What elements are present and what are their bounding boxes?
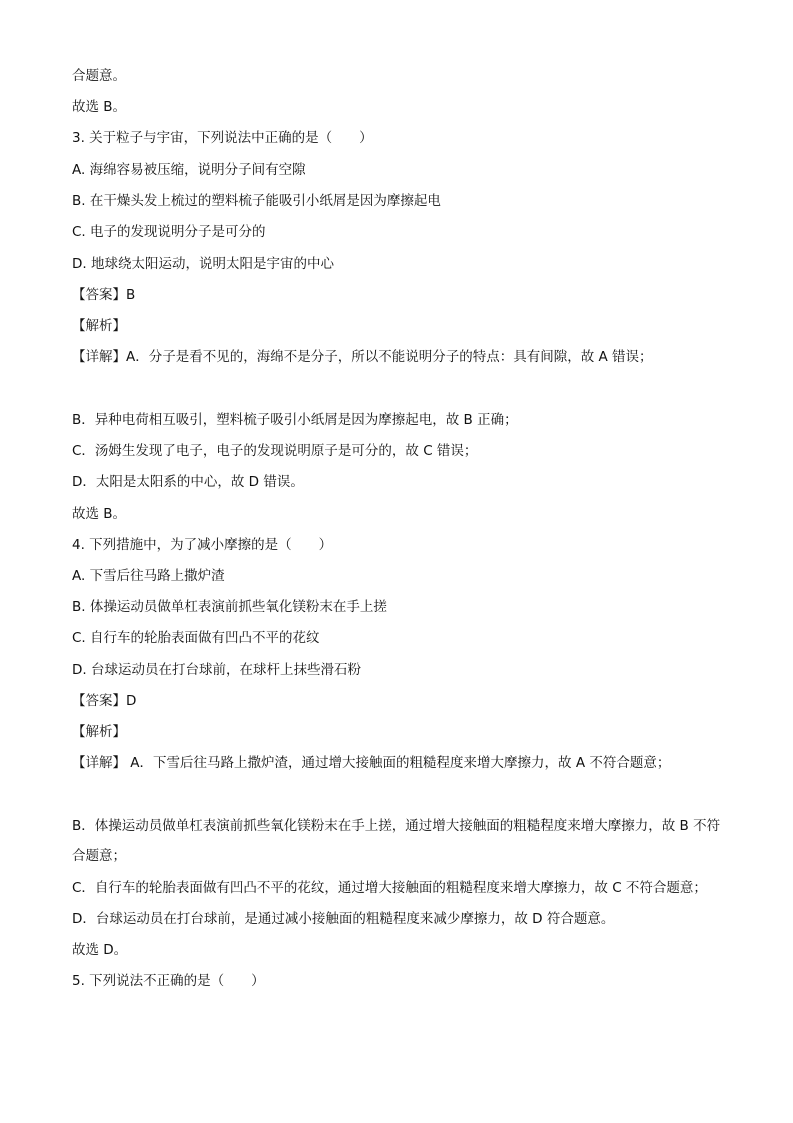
question-3-detail-d: D．太阳是太阳系的中心，故 D 错误。 bbox=[72, 474, 304, 490]
question-4-option-a: A. 下雪后往马路上撒炉渣 bbox=[72, 568, 225, 584]
question-3-title: 3. 关于粒子与宇宙，下列说法中正确的是（ ） bbox=[72, 130, 373, 146]
question-3-option-b: B. 在干燥头发上梳过的塑料梳子能吸引小纸屑是因为摩擦起电 bbox=[72, 193, 441, 209]
question-4-choice: 故选 D。 bbox=[72, 942, 128, 958]
question-3-choice: 故选 B。 bbox=[72, 506, 127, 522]
question-3-option-c: C. 电子的发现说明分子是可分的 bbox=[72, 224, 266, 240]
question-3-option-a: A. 海绵容易被压缩，说明分子间有空隙 bbox=[72, 162, 306, 178]
question-3-detail-a: 【详解】A．分子是看不见的，海绵不是分子，所以不能说明分子的特点：具有间隙，故 A 错误； bbox=[72, 349, 653, 365]
question-3-option-d: D. 地球绕太阳运动，说明太阳是宇宙的中心 bbox=[72, 256, 334, 272]
answer-choice-line: 故选 B。 bbox=[72, 99, 127, 115]
question-4-option-c: C. 自行车的轮胎表面做有凹凸不平的花纹 bbox=[72, 630, 320, 646]
question-4-analysis-label: 【解析】 bbox=[72, 724, 126, 740]
question-4-option-d: D. 台球运动员在打台球前，在球杆上抹些滑石粉 bbox=[72, 662, 361, 678]
question-4-detail-c: C．自行车的轮胎表面做有凹凸不平的花纹，通过增大接触面的粗糙程度来增大摩擦力，故 C 不符合题意； bbox=[72, 880, 707, 896]
question-4-detail-d: D．台球运动员在打台球前，是通过减小接触面的粗糙程度来减少摩擦力，故 D 符合题意。 bbox=[72, 911, 615, 927]
question-5-title: 5. 下列说法不正确的是（ ） bbox=[72, 973, 265, 989]
question-4-title: 4. 下列措施中，为了减小摩擦的是（ ） bbox=[72, 537, 333, 553]
question-3-detail-b: B．异种电荷相互吸引，塑料梳子吸引小纸屑是因为摩擦起电，故 B 正确； bbox=[72, 412, 518, 428]
question-4-answer: 【答案】D bbox=[72, 693, 137, 709]
text-line: 合题意。 bbox=[72, 68, 126, 84]
question-4-detail-b: B．体操运动员做单杠表演前抓些氧化镁粉末在手上搓，通过增大接触面的粗糙程度来增大摩擦力，故 B 不符合题意； bbox=[72, 818, 721, 864]
question-4-option-b: B. 体操运动员做单杠表演前抓些氧化镁粉末在手上搓 bbox=[72, 599, 387, 615]
question-3-answer: 【答案】B bbox=[72, 287, 136, 303]
question-3-detail-c: C．汤姆生发现了电子，电子的发现说明原子是可分的，故 C 错误； bbox=[72, 443, 478, 459]
question-3-analysis-label: 【解析】 bbox=[72, 318, 126, 334]
question-4-detail-a: 【详解】 A．下雪后往马路上撒炉渣，通过增大接触面的粗糙程度来增大摩擦力，故 A 不符合题意； bbox=[72, 755, 671, 771]
